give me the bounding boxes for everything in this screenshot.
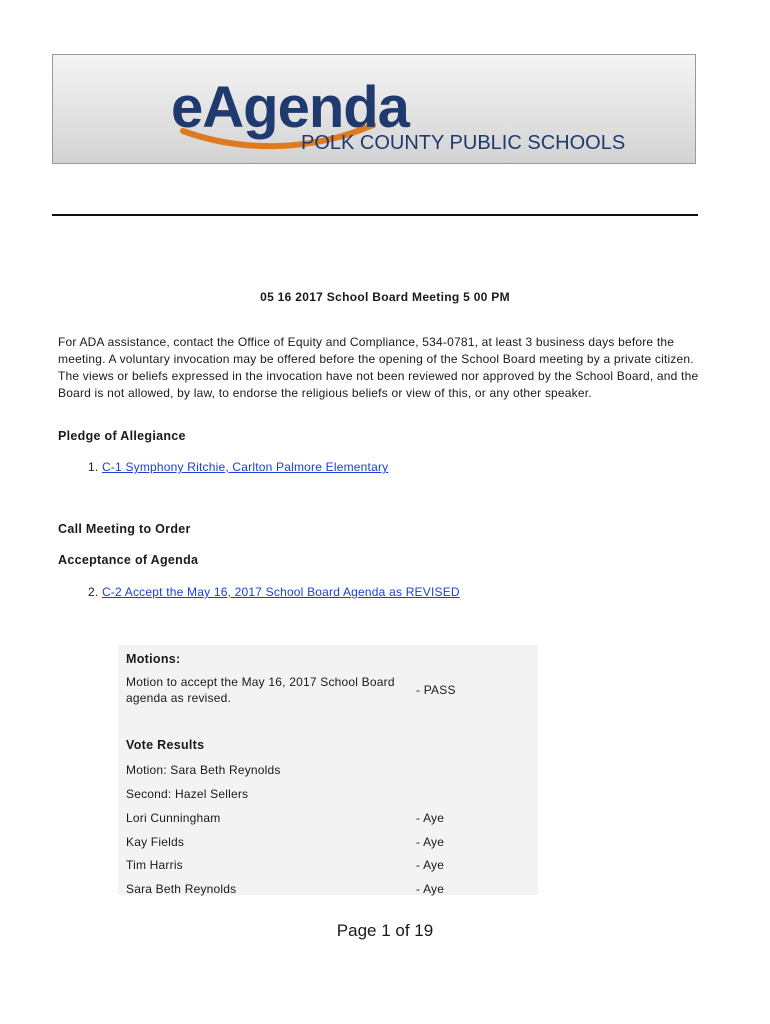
eagenda-banner — [52, 54, 696, 164]
voter-name: Sara Beth Reynolds — [126, 882, 237, 896]
agenda-item-1 — [88, 460, 388, 474]
eagenda-logo — [53, 55, 696, 164]
voter-vote: - Aye — [416, 811, 445, 825]
motions-panel — [118, 645, 538, 895]
logo-subtitle: POLK COUNTY PUBLIC SCHOOLS — [301, 132, 626, 154]
voter-vote: - Aye — [416, 882, 445, 896]
section-heading-call-to-order: Call Meeting to Order — [58, 522, 191, 536]
motion-result: - PASS — [416, 683, 456, 697]
logo-text: eAgenda — [171, 75, 409, 140]
agenda-item-link-c2[interactable]: C-2 Accept the May 16, 2017 School Board Agenda as REVISED — [101, 585, 460, 599]
voter-name: Tim Harris — [126, 858, 183, 872]
agenda-item-number: 2. — [88, 585, 99, 599]
header-rule — [52, 214, 698, 216]
motion-by: Motion: Sara Beth Reynolds — [126, 763, 281, 777]
voter-vote: - Aye — [416, 835, 445, 849]
motions-heading: Motions: — [126, 652, 181, 666]
motion-text-line1: Motion to accept the May 16, 2017 School Board — [126, 675, 395, 689]
motion-text-line2: agenda as revised. — [126, 691, 232, 705]
section-heading-pledge: Pledge of Allegiance — [58, 429, 186, 443]
section-heading-acceptance: Acceptance of Agenda — [58, 553, 199, 567]
second-by: Second: Hazel Sellers — [126, 787, 249, 801]
ada-notice: For ADA assistance, contact the Office of Equity and Compliance, 534-0781, at least 3 business days before the meeting. A voluntary invocation may be offered before the opening of the School Board meeting by a private citizen. The views or beliefs expressed in the invocation have not been reviewed nor approved by the School Board, and the Board is not allowed, by law, to endorse the religious beliefs or view of this, or any other speaker. — [58, 335, 699, 400]
voter-vote: - Aye — [416, 858, 445, 872]
vote-results-heading: Vote Results — [126, 738, 205, 752]
meeting-title: 05 16 2017 School Board Meeting 5 00 PM — [260, 290, 510, 304]
page-number: Page 1 of 19 — [336, 921, 434, 940]
voter-name: Lori Cunningham — [126, 811, 221, 825]
agenda-item-link-c1[interactable]: C-1 Symphony Ritchie, Carlton Palmore Elementary — [101, 460, 389, 474]
agenda-item-number: 1. — [88, 460, 99, 474]
agenda-item-2 — [88, 585, 460, 599]
voter-name: Kay Fields — [126, 835, 185, 849]
